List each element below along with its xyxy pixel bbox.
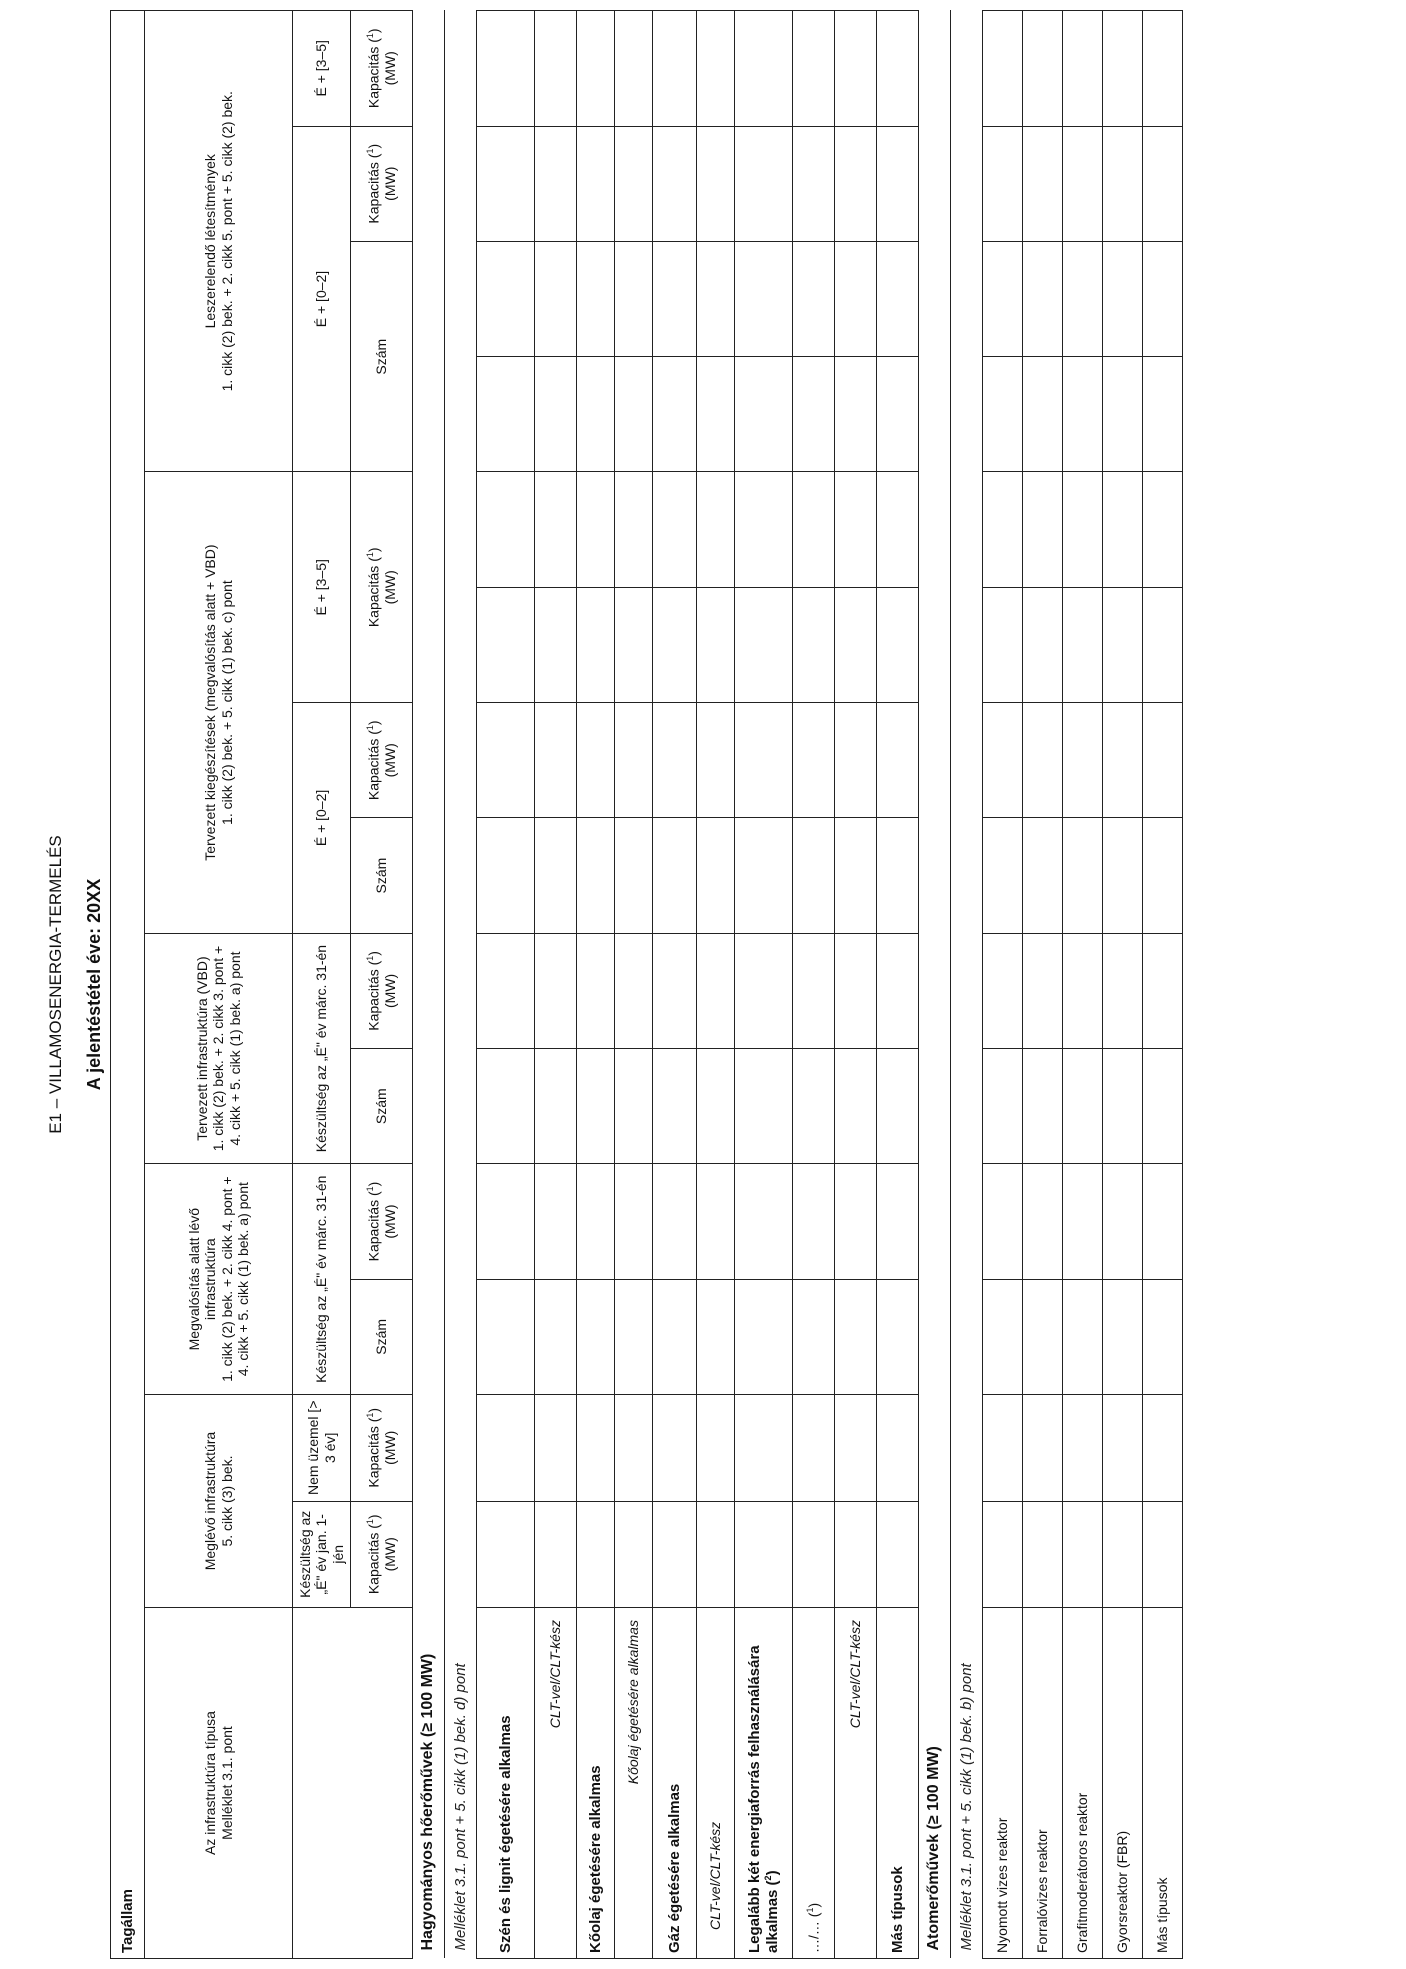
table-cell xyxy=(577,357,615,472)
infra-type-header xyxy=(145,1608,293,1959)
table-cell xyxy=(1063,357,1103,472)
table-row xyxy=(793,11,835,1959)
table-cell xyxy=(1063,703,1103,818)
decommissioning-header xyxy=(145,11,293,472)
table-cell xyxy=(735,703,793,818)
infra-type-label: Az infrastruktúra típusa xyxy=(202,1711,219,1855)
table-cell xyxy=(615,472,653,587)
table-cell xyxy=(1023,472,1063,587)
table-cell xyxy=(535,241,577,356)
table-row xyxy=(615,11,653,1959)
table-cell xyxy=(577,11,615,127)
table-cell xyxy=(793,357,835,472)
table-cell xyxy=(615,1164,653,1279)
section-conventional-ref: Melléklet 3.1. pont + 5. cikk (1) bek. d) pont xyxy=(445,11,477,1959)
table-cell xyxy=(615,933,653,1048)
table-cell xyxy=(477,1049,535,1164)
table-cell xyxy=(697,587,735,702)
table-cell xyxy=(535,1279,577,1394)
table-cell xyxy=(653,472,697,587)
table-cell xyxy=(793,933,835,1048)
table-cell xyxy=(615,1501,653,1608)
table-cell xyxy=(1143,587,1183,702)
table-cell xyxy=(1063,1501,1103,1608)
table-cell xyxy=(477,703,535,818)
table-cell xyxy=(793,1049,835,1164)
table-cell xyxy=(793,126,835,241)
table-cell xyxy=(653,357,697,472)
table-cell xyxy=(477,1394,535,1501)
electricity-generation-table xyxy=(110,10,1183,1959)
table-cell xyxy=(697,1394,735,1501)
table-cell xyxy=(1063,472,1103,587)
table-row xyxy=(735,11,793,1959)
table-cell xyxy=(577,587,615,702)
table-cell xyxy=(877,1164,919,1279)
table-cell xyxy=(1023,1501,1063,1608)
table-cell xyxy=(477,1279,535,1394)
table-cell xyxy=(615,703,653,818)
table-cell xyxy=(1103,241,1143,356)
table-cell xyxy=(697,472,735,587)
table-cell xyxy=(1023,1164,1063,1279)
table-cell xyxy=(1143,11,1183,127)
row-label-ccs: CLT-vel/CLT-kész xyxy=(535,1608,577,1959)
table-cell xyxy=(835,1164,877,1279)
number-header: Szám xyxy=(351,818,413,933)
table-row xyxy=(877,11,919,1959)
table-cell xyxy=(1023,1279,1063,1394)
table-cell xyxy=(477,126,535,241)
table-cell xyxy=(477,241,535,356)
table-cell xyxy=(535,357,577,472)
table-cell xyxy=(535,703,577,818)
infra-type-blank xyxy=(293,1608,413,1959)
table-cell xyxy=(477,818,535,933)
status-mar-header: Készültség az „É" év márc. 31-én xyxy=(293,1164,351,1395)
table-cell xyxy=(835,241,877,356)
table-cell xyxy=(477,11,535,127)
table-cell xyxy=(983,1394,1023,1501)
table-cell xyxy=(1103,1049,1143,1164)
horizon-0-2-header: É + [0–2] xyxy=(293,703,351,934)
table-cell xyxy=(1063,818,1103,933)
capacity-header: Kapacitás ($^1$) (MW) xyxy=(351,472,413,703)
table-row xyxy=(835,11,877,1959)
table-cell xyxy=(983,818,1023,933)
table-cell xyxy=(735,818,793,933)
table-row xyxy=(477,11,535,1959)
table-cell xyxy=(835,1049,877,1164)
table-cell xyxy=(577,1164,615,1279)
table-cell xyxy=(983,587,1023,702)
table-cell xyxy=(735,126,793,241)
table-cell xyxy=(983,1164,1023,1279)
group-title: Tervezett kiegészítések (megvalósítás alatt + VBD) xyxy=(202,544,219,861)
table-cell xyxy=(697,357,735,472)
under-construction-header xyxy=(145,1164,293,1395)
table-cell xyxy=(477,1164,535,1279)
table-cell xyxy=(1103,1164,1143,1279)
table-cell xyxy=(653,1279,697,1394)
table-cell xyxy=(615,126,653,241)
reporting-year: A jelentéstétel éve: 20XX xyxy=(84,878,104,1091)
status-mar-header: Készültség az „É" év márc. 31-én xyxy=(293,933,351,1164)
table-cell xyxy=(1103,357,1143,472)
table-cell xyxy=(1023,241,1063,356)
table-cell xyxy=(835,1394,877,1501)
row-label-ccs: CLT-vel/CLT-kész xyxy=(835,1608,877,1959)
table-cell xyxy=(477,357,535,472)
table-cell xyxy=(877,818,919,933)
table-cell xyxy=(577,1501,615,1608)
planned-infra-header xyxy=(145,933,293,1164)
table-cell xyxy=(835,1279,877,1394)
table-cell xyxy=(835,126,877,241)
table-cell xyxy=(477,933,535,1048)
table-cell xyxy=(1063,126,1103,241)
table-row xyxy=(535,11,577,1959)
table-cell xyxy=(535,126,577,241)
table-cell xyxy=(793,587,835,702)
table-cell xyxy=(577,241,615,356)
table-cell xyxy=(793,472,835,587)
table-cell xyxy=(615,1279,653,1394)
table-cell xyxy=(735,1049,793,1164)
table-cell xyxy=(877,1279,919,1394)
section-nuclear-ref: Melléklet 3.1. pont + 5. cikk (1) bek. b) pont xyxy=(951,11,983,1959)
table-cell xyxy=(535,818,577,933)
table-cell xyxy=(697,11,735,127)
table-cell xyxy=(735,1279,793,1394)
table-cell xyxy=(615,11,653,127)
table-cell xyxy=(1023,818,1063,933)
table-cell xyxy=(1143,1049,1183,1164)
table-cell xyxy=(1143,126,1183,241)
number-header: Szám xyxy=(351,1049,413,1164)
table-cell xyxy=(477,472,535,587)
table-cell xyxy=(735,933,793,1048)
table-cell xyxy=(615,357,653,472)
table-cell xyxy=(877,933,919,1048)
table-cell xyxy=(1063,241,1103,356)
table-cell xyxy=(615,818,653,933)
table-cell xyxy=(793,1164,835,1279)
table-cell xyxy=(1023,933,1063,1048)
group-ref: 5. cikk (3) bek. xyxy=(218,1455,235,1547)
table-cell xyxy=(1143,818,1183,933)
table-cell xyxy=(1103,933,1143,1048)
table-cell xyxy=(653,1501,697,1608)
table-cell xyxy=(877,703,919,818)
table-cell xyxy=(877,472,919,587)
table-row xyxy=(983,11,1023,1959)
table-cell xyxy=(1023,1049,1063,1164)
table-cell xyxy=(835,1501,877,1608)
table-cell xyxy=(983,357,1023,472)
table-cell xyxy=(697,703,735,818)
planned-additions-header xyxy=(145,472,293,933)
table-cell xyxy=(877,11,919,127)
table-cell xyxy=(577,818,615,933)
table-row xyxy=(653,11,697,1959)
table-cell xyxy=(877,357,919,472)
table-cell xyxy=(535,1049,577,1164)
infra-type-ref: Melléklet 3.1. pont xyxy=(218,1726,235,1840)
not-operating-header: Nem üzemel [> 3 év] xyxy=(293,1394,351,1501)
section-nuclear: Atomerőművek (≥ 100 MW) xyxy=(919,11,951,1959)
table-cell xyxy=(697,933,735,1048)
table-cell xyxy=(577,703,615,818)
capacity-header: Kapacitás ($^1$) (MW) xyxy=(351,1394,413,1501)
table-cell xyxy=(1023,587,1063,702)
table-cell xyxy=(735,1501,793,1608)
table-cell xyxy=(577,472,615,587)
table-cell xyxy=(983,1049,1023,1164)
group-ref: 1. cikk (2) bek. + 2. cikk 3. pont + 4. cikk + 5. cikk (1) bek. a) pont xyxy=(210,945,243,1152)
table-cell xyxy=(1103,703,1143,818)
table-cell xyxy=(983,126,1023,241)
table-cell xyxy=(983,703,1023,818)
table-cell xyxy=(1103,1279,1143,1394)
table-cell xyxy=(615,1049,653,1164)
table-cell xyxy=(1023,357,1063,472)
table-cell xyxy=(653,241,697,356)
capacity-header: Kapacitás ($^1$) (MW) xyxy=(351,1501,413,1608)
table-cell xyxy=(577,933,615,1048)
capacity-header: Kapacitás ($^1$) (MW) xyxy=(351,703,413,818)
group-title: Megvalósítás alatt lévő infrastruktúra xyxy=(186,1207,219,1351)
table-cell xyxy=(877,241,919,356)
table-cell xyxy=(735,11,793,127)
row-label-fbr: Gyorsreaktor (FBR) xyxy=(1103,1608,1143,1959)
table-cell xyxy=(793,703,835,818)
table-cell xyxy=(793,818,835,933)
table-row xyxy=(1023,11,1063,1959)
table-cell xyxy=(793,11,835,127)
table-cell xyxy=(983,1279,1023,1394)
table-cell xyxy=(877,1394,919,1501)
table-cell xyxy=(835,357,877,472)
table-cell xyxy=(835,11,877,127)
capacity-header: Kapacitás ($^1$) (MW) xyxy=(351,933,413,1048)
row-label-other-types: Más típusok xyxy=(877,1608,919,1959)
horizon-0-2-header: É + [0–2] xyxy=(293,126,351,472)
table-cell xyxy=(653,11,697,127)
table-cell xyxy=(983,472,1023,587)
horizon-3-5-header: É + [3–5] xyxy=(293,472,351,703)
status-jan-header: Készültség az „É" év jan. 1-jén xyxy=(293,1501,351,1608)
table-cell xyxy=(835,472,877,587)
table-cell xyxy=(1103,472,1143,587)
table-cell xyxy=(1143,933,1183,1048)
table-cell xyxy=(1103,587,1143,702)
table-cell xyxy=(735,1164,793,1279)
row-label-dual-fuel: Legalább két energiaforrás felhasználására alkalmas ($^2$) xyxy=(735,1608,793,1959)
table-cell xyxy=(615,241,653,356)
table-cell xyxy=(735,1394,793,1501)
row-label-graphite: Grafitmoderátoros reaktor xyxy=(1063,1608,1103,1959)
table-cell xyxy=(983,11,1023,127)
group-title: Meglévő infrastruktúra xyxy=(202,1431,219,1571)
table-cell xyxy=(1063,1164,1103,1279)
table-cell xyxy=(615,587,653,702)
table-cell xyxy=(835,933,877,1048)
table-cell xyxy=(1023,126,1063,241)
table-cell xyxy=(835,818,877,933)
table-cell xyxy=(1143,472,1183,587)
number-header: Szám xyxy=(351,1279,413,1394)
table-cell xyxy=(1063,587,1103,702)
table-cell xyxy=(1143,703,1183,818)
table-cell xyxy=(983,1501,1023,1608)
table-cell xyxy=(983,933,1023,1048)
number-header: Szám xyxy=(351,241,413,472)
group-ref: 1. cikk (2) bek. + 2. cikk 5. pont + 5. cikk (2) bek. xyxy=(218,91,235,392)
table-cell xyxy=(535,933,577,1048)
group-title: Tervezett infrastruktúra (VBD) xyxy=(194,956,211,1141)
row-label-coal: Szén és lignit égetésére alkalmas xyxy=(477,1608,535,1959)
table-cell xyxy=(793,1501,835,1608)
table-cell xyxy=(1103,1394,1143,1501)
table-cell xyxy=(735,357,793,472)
table-cell xyxy=(535,11,577,127)
table-cell xyxy=(653,1164,697,1279)
table-cell xyxy=(653,703,697,818)
table-cell xyxy=(877,587,919,702)
table-cell xyxy=(1023,1394,1063,1501)
horizon-3-5-header: É + [3–5] xyxy=(293,11,351,127)
table-cell xyxy=(1143,241,1183,356)
table-cell xyxy=(1103,1501,1143,1608)
table-cell xyxy=(835,703,877,818)
capacity-header: Kapacitás ($^1$) (MW) xyxy=(351,1164,413,1279)
table-cell xyxy=(1063,1279,1103,1394)
table-cell xyxy=(1023,703,1063,818)
table-cell xyxy=(535,1501,577,1608)
table-cell xyxy=(1063,11,1103,127)
table-cell xyxy=(653,126,697,241)
table-cell xyxy=(615,1394,653,1501)
row-label-bwr: Forralóvizes reaktor xyxy=(1023,1608,1063,1959)
table-cell xyxy=(1143,1394,1183,1501)
table-cell xyxy=(697,1049,735,1164)
row-label-gas: Gáz égetésére alkalmas xyxy=(653,1608,697,1959)
member-state-header: Tagállam xyxy=(111,11,145,1959)
table-row xyxy=(1143,11,1183,1959)
table-cell xyxy=(1143,357,1183,472)
table-cell xyxy=(697,126,735,241)
existing-infra-header xyxy=(145,1394,293,1607)
table-cell xyxy=(535,1394,577,1501)
table-cell xyxy=(1063,1049,1103,1164)
table-cell xyxy=(653,1394,697,1501)
table-cell xyxy=(877,1049,919,1164)
table-cell xyxy=(477,1501,535,1608)
table-cell xyxy=(535,1164,577,1279)
table-cell xyxy=(877,1501,919,1608)
table-cell xyxy=(735,587,793,702)
page-title: E1 – VILLAMOSENERGIA-TERMELÉS xyxy=(46,835,65,1134)
table-cell xyxy=(983,241,1023,356)
table-cell xyxy=(697,1279,735,1394)
table-cell xyxy=(1143,1501,1183,1608)
table-cell xyxy=(1063,1394,1103,1501)
table-cell xyxy=(1063,933,1103,1048)
table-row xyxy=(697,11,735,1959)
group-ref: 1. cikk (2) bek. + 5. cikk (1) bek. c) pont xyxy=(218,580,235,825)
table-cell xyxy=(653,818,697,933)
row-label-pwr: Nyomott vizes reaktor xyxy=(983,1608,1023,1959)
capacity-header: Kapacitás ($^1$) (MW) xyxy=(351,126,413,241)
table-cell xyxy=(1103,818,1143,933)
table-cell xyxy=(697,241,735,356)
capacity-header: Kapacitás ($^1$) (MW) xyxy=(351,11,413,127)
table-cell xyxy=(535,472,577,587)
table-row xyxy=(577,11,615,1959)
table-cell xyxy=(835,587,877,702)
table-cell xyxy=(793,1279,835,1394)
table-cell xyxy=(653,933,697,1048)
table-cell xyxy=(793,1394,835,1501)
table-row xyxy=(1063,11,1103,1959)
table-cell xyxy=(697,1501,735,1608)
table-cell xyxy=(577,1394,615,1501)
section-conventional: Hagyományos hőerőművek (≥ 100 MW) xyxy=(413,11,445,1959)
table-cell xyxy=(653,1049,697,1164)
table-cell xyxy=(1143,1164,1183,1279)
table-cell xyxy=(877,126,919,241)
group-ref: 1. cikk (2) bek. + 2. cikk 4. pont + 4. cikk + 5. cikk (1) bek. a) pont xyxy=(218,1176,251,1382)
table-cell xyxy=(477,587,535,702)
table-cell xyxy=(577,1279,615,1394)
table-cell xyxy=(735,472,793,587)
table-cell xyxy=(577,1049,615,1164)
table-cell xyxy=(653,587,697,702)
table-cell xyxy=(793,241,835,356)
row-label-oil: Kőolaj égetésére alkalmas xyxy=(577,1608,615,1959)
table-cell xyxy=(697,1164,735,1279)
row-label-ccs: CLT-vel/CLT-kész xyxy=(697,1608,735,1959)
table-cell xyxy=(1103,126,1143,241)
table-cell xyxy=(735,241,793,356)
row-label-oil-sub: Kőolaj égetésére alkalmas xyxy=(615,1608,653,1959)
group-title: Leszerelendő létesítmények xyxy=(202,154,219,329)
table-cell xyxy=(535,587,577,702)
row-label-other-fuel: …/… ($^1$) xyxy=(793,1608,835,1959)
table-cell xyxy=(697,818,735,933)
table-cell xyxy=(1103,11,1143,127)
table-row xyxy=(1103,11,1143,1959)
table-cell xyxy=(577,126,615,241)
table-cell xyxy=(1143,1279,1183,1394)
table-cell xyxy=(1023,11,1063,127)
row-label-other-reactors: Más típusok xyxy=(1143,1608,1183,1959)
